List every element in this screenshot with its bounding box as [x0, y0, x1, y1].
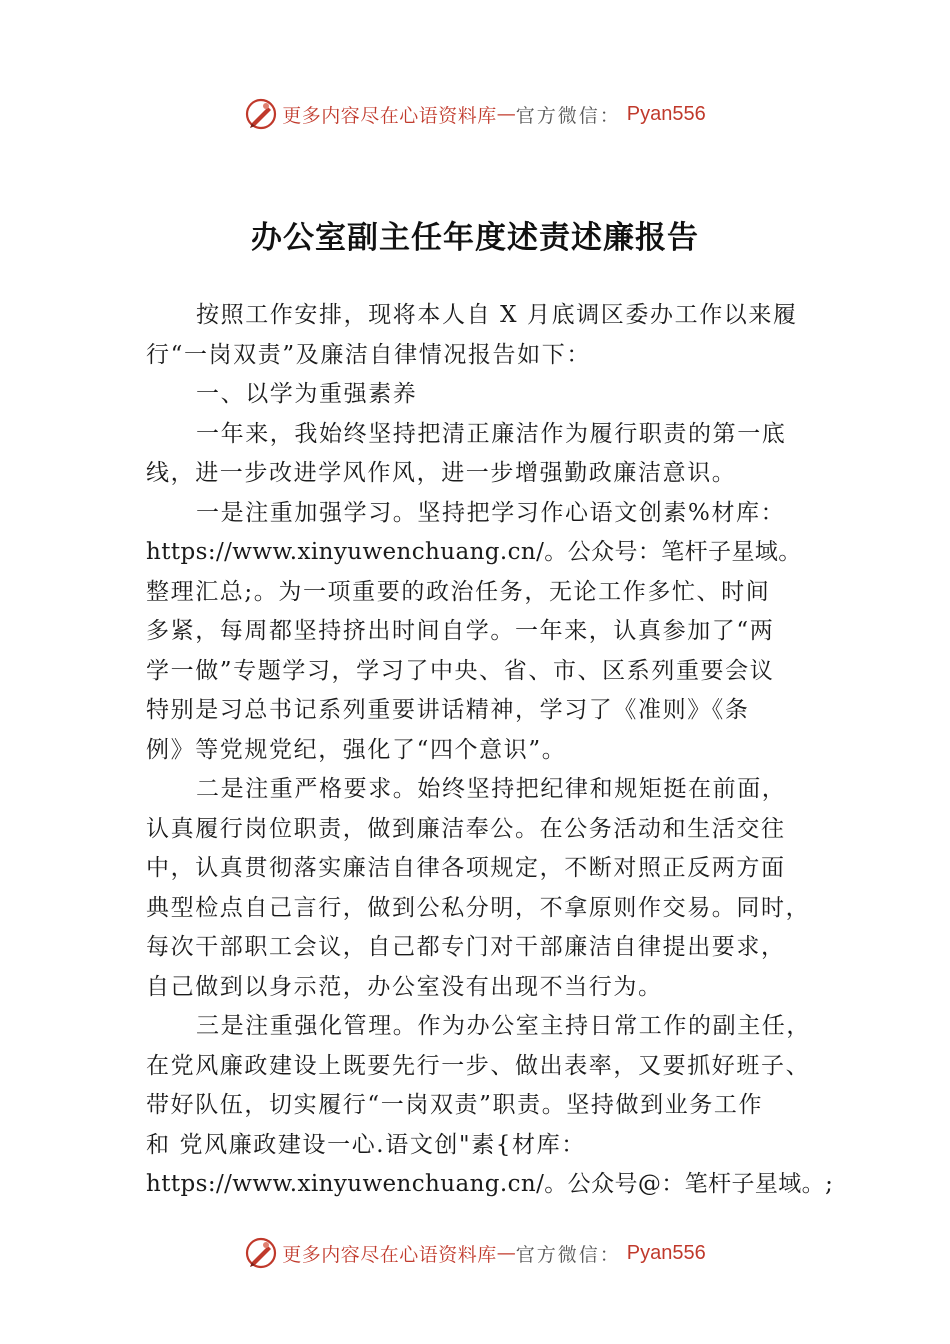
body-line: 带好队伍，切实履行“一岗双责”职责。坚持做到业务工作 — [146, 1092, 764, 1118]
body-line: 一是注重加强学习。坚持把学习作心语文创素%材库： — [196, 499, 786, 526]
body-line: 特别是习总书记系列重要讲话精神，学习了《准则》《条 — [146, 697, 750, 723]
body-line: 例》等党规党纪，强化了“四个意识”。 — [146, 736, 567, 763]
pen-logo-icon — [244, 97, 278, 131]
footer-wechat-label: 官方微信： — [515, 1243, 621, 1266]
section-heading: 一、以学为重强素养 — [196, 381, 418, 407]
header-wechat-label: 官方微信： — [515, 104, 621, 127]
body-line: 整理汇总;。为一项重要的政治任务，无论工作多忙、时间 — [146, 578, 771, 605]
header-banner — [0, 94, 950, 134]
footer-wechat-handle: Pyan556 — [626, 1241, 706, 1264]
body-line: 三是注重强化管理。作为办公室主持日常工作的副主任， — [196, 1013, 811, 1039]
body-line: 学一做”专题学习，学习了中央、省、市、区系列重要会议 — [146, 657, 775, 684]
body-line: 按照工作安排，现将本人自 X 月底调区委办工作以来履 — [196, 302, 798, 328]
body-line: 中，认真贯彻落实廉洁自律各项规定，不断对照正反两方面 — [146, 855, 786, 881]
body-line: 多紧，每周都坚持挤出时间自学。一年来，认真参加了“两 — [146, 618, 775, 644]
footer-banner — [0, 1233, 950, 1273]
pen-logo-icon — [244, 1236, 278, 1270]
body-line: 线，进一步改进学风作风，进一步增强勤政廉洁意识。 — [146, 460, 737, 486]
body-line: 自己做到以身示范，办公室没有出现不当行为。 — [146, 973, 663, 1000]
body-line: 一年来，我始终坚持把清正廉洁作为履行职责的第一底 — [196, 420, 787, 447]
footer-separator: — — [496, 1242, 516, 1264]
body-line: 和 党风廉政建设一心.语文创"素{材库： — [146, 1131, 586, 1158]
document-title: 办公室副主任年度述责述廉报告 — [251, 220, 699, 256]
body-line: https://www.xinyuwenchuang.cn/。公众号：笔杆子星域。 — [146, 539, 802, 565]
body-line: 在党风廉政建设上既要先行一步、做出表率，又要抓好班子、 — [146, 1052, 811, 1079]
body-line: 每次干部职工会议，自己都专门对干部廉洁自律提出要求， — [146, 934, 786, 960]
document-body — [146, 296, 846, 1205]
body-line: 二是注重严格要求。始终坚持把纪律和规矩挺在前面， — [196, 776, 787, 802]
body-line: https://www.xinyuwenchuang.cn/。公众号@：笔杆子星域。; — [146, 1171, 834, 1197]
header-separator: — — [496, 103, 516, 125]
header-wechat-handle: Pyan556 — [626, 102, 706, 125]
footer-brand-text: 更多内容尽在心语资料库 — [282, 1243, 497, 1266]
body-line: 认真履行岗位职责，做到廉洁奉公。在公务活动和生活交往 — [146, 815, 786, 842]
body-line: 典型检点自己言行，做到公私分明，不拿原则作交易。同时， — [146, 894, 811, 921]
body-line: 行“一岗双责”及廉洁自律情况报告如下： — [146, 341, 591, 368]
header-brand-text: 更多内容尽在心语资料库 — [282, 104, 497, 127]
